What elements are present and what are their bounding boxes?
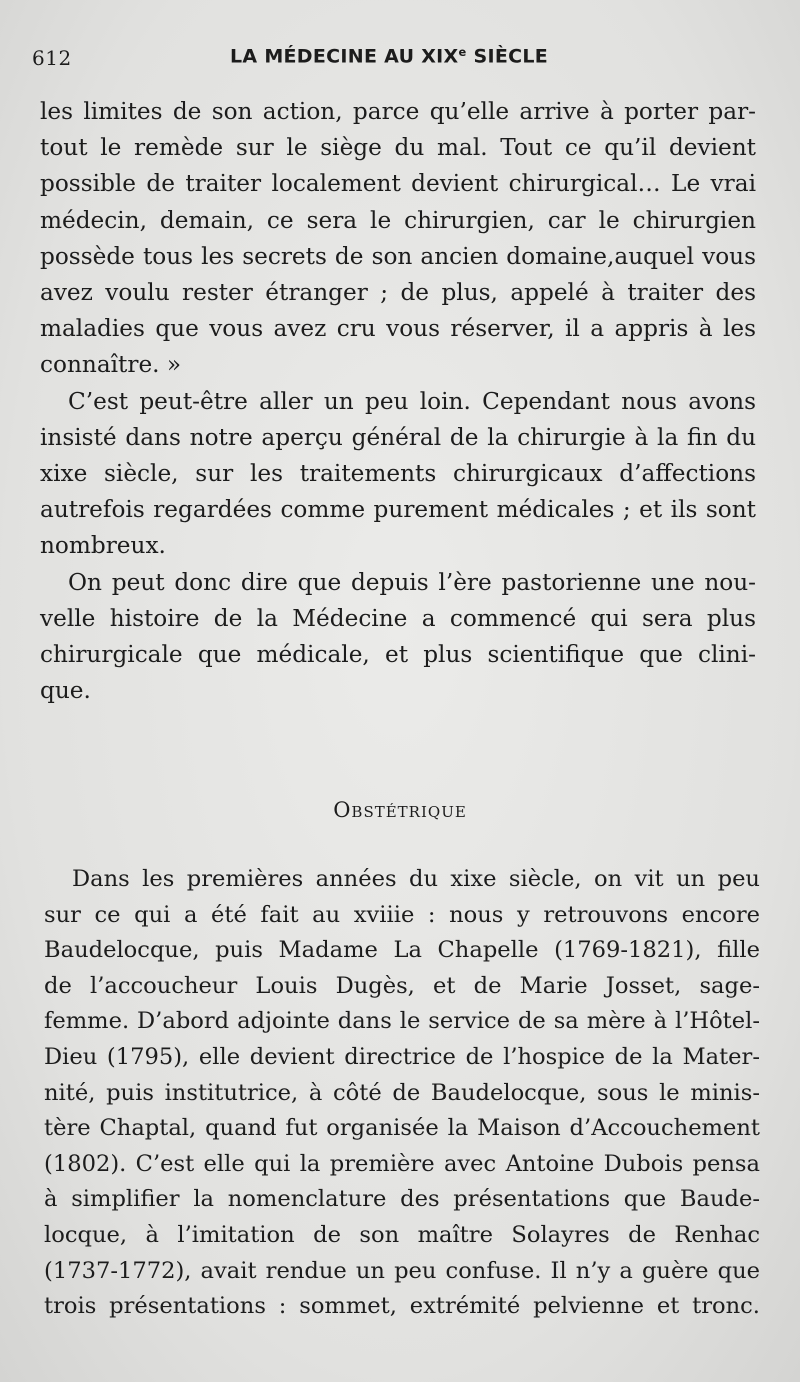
section-heading: Obstétrique bbox=[333, 798, 467, 822]
text-line: sur ce qui a été fait au xviiie : nous y retrouvons encore bbox=[44, 901, 760, 928]
text-line: nombreux. bbox=[40, 532, 166, 560]
text-line: que. bbox=[40, 677, 91, 705]
text-block-bottom bbox=[44, 862, 760, 1325]
text-line: possible de traiter localement devient chirurgical… Le vrai bbox=[40, 170, 756, 198]
page-header bbox=[28, 38, 768, 78]
text-line: velle histoire de la Médecine a commencé qui sera plus bbox=[40, 604, 756, 632]
text-line: insisté dans notre aperçu général de la chirurgie à la fin du bbox=[40, 423, 756, 451]
text-line: femme. D’abord adjointe dans le service de sa mère à l’Hôtel- bbox=[44, 1008, 760, 1035]
text-line: tère Chaptal, quand fut organisée la Maison d’Accouchement bbox=[44, 1115, 760, 1142]
text-line: autrefois regardées comme purement médicales ; et ils sont bbox=[40, 496, 756, 524]
text-line: (1737-1772), avait rendue un peu confuse. Il n’y a guère que bbox=[44, 1257, 760, 1284]
running-title bbox=[230, 45, 548, 67]
running-title-superscript: e bbox=[458, 45, 467, 59]
text-line: à simplifier la nomenclature des présentations que Baude- bbox=[44, 1186, 760, 1213]
text-line: chirurgicale que médicale, et plus scientifique que clini- bbox=[40, 641, 756, 669]
text-line: possède tous les secrets de son ancien domaine,auquel vous bbox=[40, 242, 756, 270]
running-title-main: LA MÉDECINE AU XIX bbox=[230, 45, 459, 68]
text-line: C’est peut-être aller un peu loin. Cependant nous avons bbox=[68, 387, 756, 415]
text-line: médecin, demain, ce sera le chirurgien, car le chirurgien bbox=[40, 206, 756, 234]
text-line: Baudelocque, puis Madame La Chapelle (1769-1821), fille bbox=[44, 937, 760, 964]
text-line: tout le remède sur le siège du mal. Tout ce qu’il devient bbox=[40, 134, 756, 162]
text-line: connaître. » bbox=[40, 351, 182, 379]
text-line: (1802). C’est elle qui la première avec Antoine Dubois pensa bbox=[44, 1150, 760, 1177]
text-line: de l’accoucheur Louis Dugès, et de Marie Josset, sage- bbox=[44, 972, 760, 999]
page-number: 612 bbox=[32, 46, 72, 70]
text-line: locque, à l’imitation de son maître Solayres de Renhac bbox=[44, 1221, 760, 1248]
text-line: trois présentations : sommet, extrémité pelvienne et tronc. bbox=[44, 1293, 760, 1320]
text-block-top bbox=[40, 94, 756, 709]
text-line: Dans les premières années du xixe siècle, on vit un peu bbox=[72, 866, 760, 892]
text-line: Dieu (1795), elle devient directrice de l’hospice de la Mater- bbox=[44, 1043, 760, 1070]
text-line: On peut donc dire que depuis l’ère pastorienne une nou- bbox=[68, 568, 756, 596]
text-line: xixe siècle, sur les traitements chirurgicaux d’affections bbox=[40, 460, 756, 488]
running-title-end: SIÈCLE bbox=[466, 45, 549, 68]
text-line: les limites de son action, parce qu’elle arrive à porter par- bbox=[40, 98, 756, 125]
text-line: maladies que vous avez cru vous réserver, il a appris à les bbox=[40, 315, 756, 343]
text-line: avez voulu rester étranger ; de plus, appelé à traiter des bbox=[40, 279, 756, 307]
text-line: nité, puis institutrice, à côté de Baudelocque, sous le minis- bbox=[44, 1079, 760, 1106]
